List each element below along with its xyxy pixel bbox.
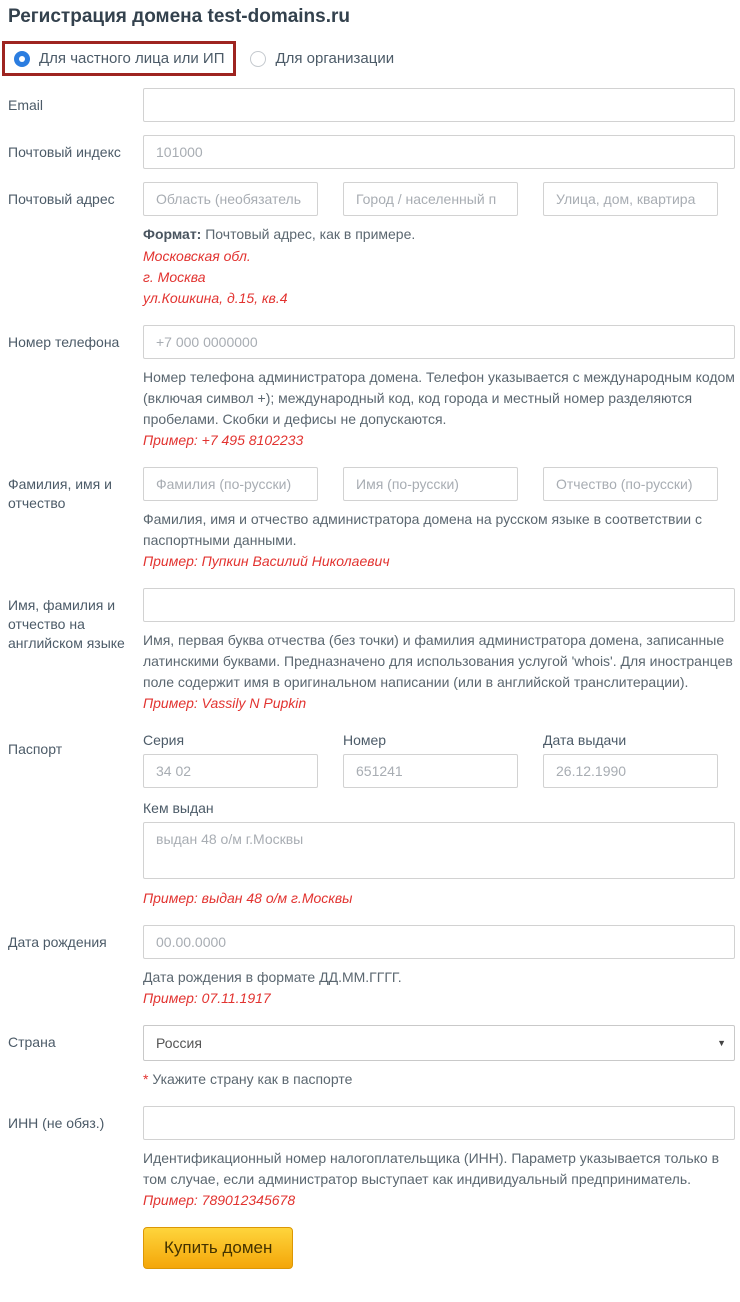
submit-spacer (8, 1221, 143, 1269)
passport-seria-label: Серия (143, 732, 185, 748)
passport-issue-date-label: Дата выдачи (543, 732, 627, 748)
passport-number-label: Номер (343, 732, 387, 748)
postal-address-example (143, 246, 735, 309)
postal-address-label: Почтовый адрес (8, 191, 115, 207)
passport-row (8, 732, 735, 909)
passport-number-input[interactable] (343, 754, 518, 788)
example-line-street: ул.Кошкина, д.15, кв.4 (143, 290, 288, 306)
country-label: Страна (8, 1034, 56, 1050)
example-line-city: г. Москва (143, 269, 206, 285)
country-selected-value: Россия (156, 1035, 202, 1051)
phone-example: Пример: +7 495 8102233 (143, 432, 304, 448)
radio-selected-icon (14, 51, 30, 67)
passport-issued-by-label: Кем выдан (143, 800, 214, 816)
fio-ru-label: Фамилия, имя и отчество (8, 476, 112, 511)
passport-label: Паспорт (8, 741, 63, 757)
fio-en-label: Имя, фамилия и отчество на английском языке (8, 597, 125, 651)
phone-input[interactable] (143, 325, 735, 359)
inn-label: ИНН (не обяз.) (8, 1115, 105, 1131)
country-hint (143, 1069, 735, 1090)
page-title: Регистрация домена test-domains.ru (8, 6, 351, 27)
birth-date-input[interactable] (143, 925, 735, 959)
email-row (8, 88, 735, 122)
buy-domain-button[interactable]: Купить домен (143, 1227, 293, 1269)
passport-issued-by-textarea[interactable] (143, 822, 735, 879)
country-select[interactable] (143, 1025, 735, 1061)
radio-individual-label: Для частного лица или ИП (39, 50, 225, 67)
fio-en-row (8, 588, 735, 714)
address-region-input[interactable] (143, 182, 318, 216)
fio-en-example: Пример: Vassily N Pupkin (143, 695, 307, 711)
radio-unselected-icon (250, 51, 266, 67)
birth-date-example: Пример: 07.11.1917 (143, 990, 271, 1006)
chevron-down-icon: ▼ (717, 1038, 726, 1048)
country-row (8, 1025, 735, 1090)
birth-date-row (8, 925, 735, 1009)
passport-issue-date-input[interactable] (543, 754, 718, 788)
passport-example: Пример: выдан 48 о/м г.Москвы (143, 890, 353, 906)
birth-date-hint: Дата рождения в формате ДД.ММ.ГГГГ. (143, 969, 402, 985)
address-city-input[interactable] (343, 182, 518, 216)
required-asterisk: * (143, 1071, 149, 1087)
address-street-input[interactable] (543, 182, 718, 216)
phone-label: Номер телефона (8, 334, 120, 350)
phone-hint: Номер телефона администратора домена. Телефон указывается с международным кодом (включая символ +); международный код, код города и местный номер разделяются пробелами. Скобки и дефисы не допускаются. (143, 369, 735, 427)
middlename-ru-input[interactable] (543, 467, 718, 501)
inn-input[interactable] (143, 1106, 735, 1140)
phone-row (8, 325, 735, 451)
format-text: Почтовый адрес, как в примере. (201, 226, 416, 242)
fio-ru-hint: Фамилия, имя и отчество администратора домена на русском языке в соответствии с паспортными данными. (143, 511, 702, 548)
firstname-ru-input[interactable] (343, 467, 518, 501)
postal-index-row (8, 135, 735, 169)
postal-address-row (8, 182, 735, 309)
fio-en-hint: Имя, первая буква отчества (без точки) и фамилия администратора домена, записанные латинскими буквами. Предназначено для использования услугой 'whois'. Для иностранцев поле содержит имя в оригинальном написании (или в английской транслитерации). (143, 632, 733, 690)
postal-index-input[interactable] (143, 135, 735, 169)
lastname-ru-input[interactable] (143, 467, 318, 501)
fio-en-input[interactable] (143, 588, 735, 622)
postal-index-label: Почтовый индекс (8, 144, 121, 160)
inn-example: Пример: 789012345678 (143, 1192, 296, 1208)
radio-organization-label: Для организации (275, 50, 395, 67)
birth-date-label: Дата рождения (8, 934, 107, 950)
example-line-region: Московская обл. (143, 248, 251, 264)
postal-address-format-hint (143, 224, 735, 245)
format-label: Формат: (143, 226, 202, 242)
passport-seria-input[interactable] (143, 754, 318, 788)
radio-option-organization[interactable] (250, 50, 394, 67)
submit-row (8, 1221, 735, 1269)
radio-option-individual[interactable] (2, 41, 236, 76)
email-input[interactable] (143, 88, 735, 122)
person-type-radio-group (2, 41, 735, 76)
inn-row (8, 1106, 735, 1211)
country-hint-text: Укажите страну как в паспорте (148, 1071, 353, 1087)
fio-ru-example: Пример: Пупкин Василий Николаевич (143, 553, 390, 569)
email-label: Email (8, 97, 44, 113)
inn-hint: Идентификационный номер налогоплательщика (ИНН). Параметр указывается только в том случае, если администратор выступает как индивидуальный предприниматель. (143, 1150, 720, 1187)
fio-ru-row (8, 467, 735, 572)
